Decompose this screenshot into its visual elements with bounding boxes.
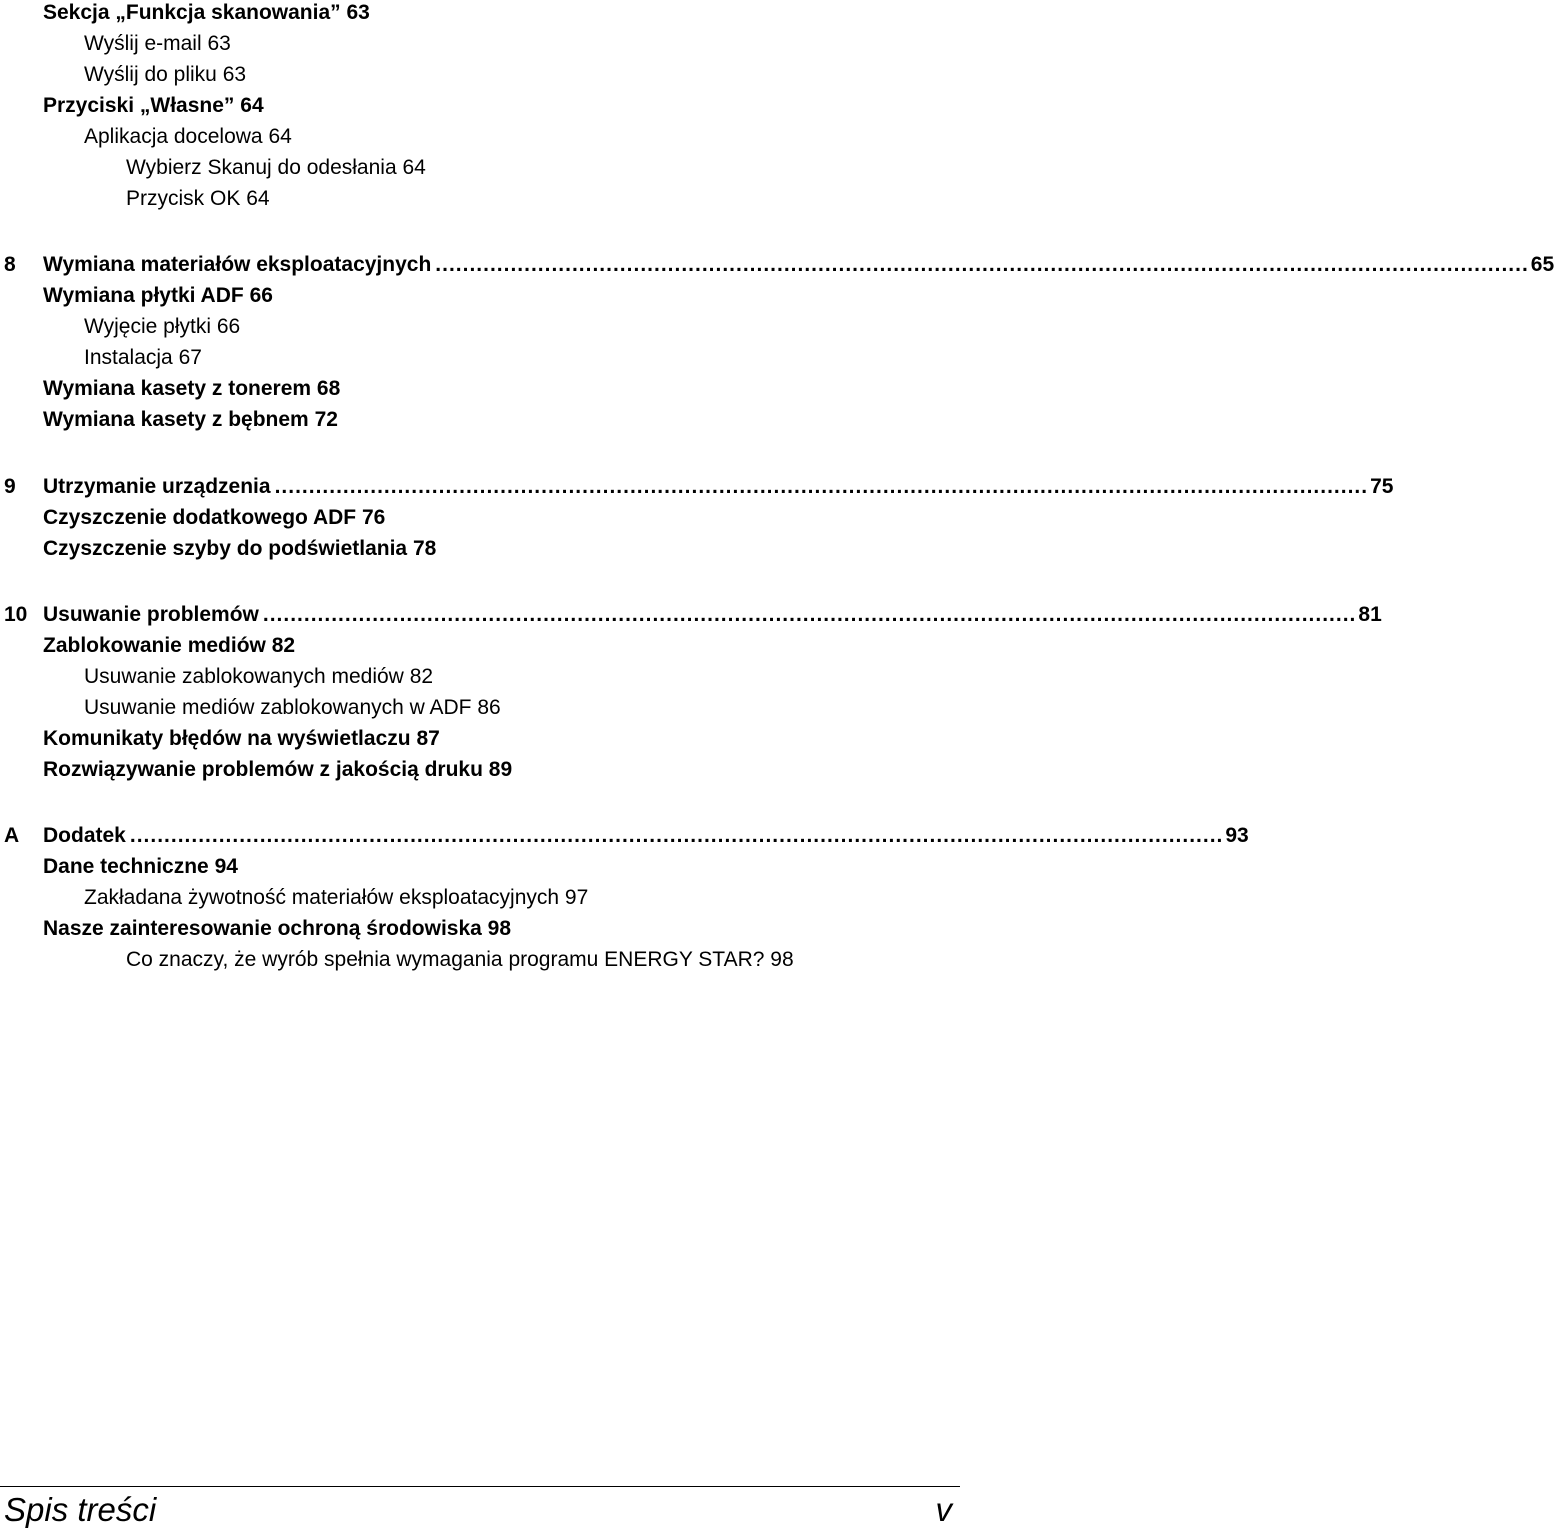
chapter-number: 9 — [4, 475, 16, 498]
toc-entry-page: 82 — [409, 665, 434, 688]
chapter-title: Utrzymanie urządzenia — [43, 475, 271, 498]
toc-entry-page: 94 — [214, 855, 238, 878]
toc-entry-page: 66 — [249, 284, 273, 307]
toc-chapter-8[interactable] — [0, 249, 1554, 280]
toc-chapter-10[interactable] — [0, 599, 1382, 630]
toc-entry-title: Wyślij e-mail — [84, 32, 202, 55]
toc-entry[interactable] — [84, 311, 1044, 342]
toc-entry-page: 89 — [488, 758, 513, 781]
toc-entry[interactable] — [43, 280, 1003, 311]
toc-entry[interactable] — [43, 404, 1003, 435]
toc-entry-title: Nasze zainteresowanie ochroną środowiska — [43, 917, 482, 940]
toc-entry-page: 82 — [271, 634, 296, 657]
toc-entry-page: 72 — [314, 408, 338, 431]
dot-leader: ................................................................................................................................................................ — [274, 475, 1369, 498]
chapter-page: 81 — [1358, 603, 1382, 626]
toc-entry-title: Instalacja — [84, 346, 173, 369]
toc-entry-page: 63 — [222, 63, 247, 86]
toc-entry-title: Wymiana kasety z tonerem — [43, 377, 312, 400]
toc-entry-title: Sekcja „Funkcja skanowania” — [43, 1, 341, 24]
chapter-page: 75 — [1370, 475, 1394, 498]
toc-entry-title: Komunikaty błędów na wyświetlaczu — [43, 727, 411, 750]
toc-entry-page: 76 — [361, 506, 386, 529]
toc-entry-title: Przycisk OK — [126, 187, 241, 210]
toc-entry[interactable] — [43, 913, 1003, 944]
footer-divider — [0, 1486, 960, 1487]
toc-entry[interactable] — [43, 851, 1003, 882]
toc-entry-title: Dane techniczne — [43, 855, 209, 878]
toc-entry-page: 67 — [178, 346, 202, 369]
chapter-title: Wymiana materiałów eksploatacyjnych — [43, 253, 432, 276]
toc-entry-page: 64 — [268, 125, 292, 148]
toc-entry-custom-buttons[interactable] — [43, 90, 1003, 121]
footer-page-number: v — [935, 1491, 952, 1528]
toc-entry[interactable] — [84, 692, 1044, 723]
toc-chapter-9[interactable] — [0, 471, 1394, 502]
chapter-number: 10 — [4, 603, 28, 626]
toc-entry-title: Czyszczenie szyby do podświetlania — [43, 537, 408, 560]
toc-entry-title: Usuwanie mediów zablokowanych w ADF — [84, 696, 472, 719]
toc-entry[interactable] — [43, 502, 1003, 533]
toc-entry-page: 78 — [412, 537, 437, 560]
toc-entry-select-scan-to[interactable] — [126, 152, 1086, 183]
toc-entry-ok-button[interactable] — [126, 183, 1086, 214]
chapter-page: 93 — [1225, 824, 1249, 847]
toc-entry-page: 66 — [216, 315, 241, 338]
footer-section-title: Spis treści — [4, 1491, 157, 1528]
toc-entry-scan-section[interactable] — [43, 0, 1003, 28]
dot-leader: ................................................................................................................................................................ — [262, 603, 1357, 626]
toc-entry[interactable] — [43, 373, 1003, 404]
toc-entry-title: Usuwanie zablokowanych mediów — [84, 665, 404, 688]
chapter-heading — [43, 820, 1249, 851]
toc-entry-page: 64 — [402, 156, 426, 179]
toc-entry-send-email[interactable] — [84, 28, 1044, 59]
toc-entry-page: 97 — [564, 886, 589, 909]
toc-entry-page: 68 — [316, 377, 341, 400]
dot-leader: ................................................................................................................................................................ — [129, 824, 1224, 847]
toc-entry-page: 63 — [346, 1, 370, 24]
toc-entry-page: 63 — [207, 32, 231, 55]
chapter-heading — [43, 599, 1382, 630]
toc-entry-title: Wymiana kasety z bębnem — [43, 408, 309, 431]
toc-entry-title: Czyszczenie dodatkowego ADF — [43, 506, 357, 529]
toc-entry-page: 64 — [246, 187, 270, 210]
toc-entry-page: 86 — [477, 696, 501, 719]
chapter-heading — [43, 249, 1554, 280]
chapter-heading — [43, 471, 1394, 502]
toc-entry[interactable] — [43, 754, 1003, 785]
toc-entry-title: Zakładana żywotność materiałów eksploatacyjnych — [84, 886, 560, 909]
toc-entry-send-to-file[interactable] — [84, 59, 1044, 90]
dot-leader: ................................................................................................................................................................ — [435, 253, 1529, 276]
toc-entry[interactable] — [43, 533, 1003, 564]
toc-entry-page: 98 — [487, 917, 512, 940]
toc-entry-title: Przyciski „Własne” — [43, 94, 235, 117]
toc-entry-title: Aplikacja docelowa — [84, 125, 263, 148]
chapter-title: Usuwanie problemów — [43, 603, 259, 626]
toc-entry-title: Co znaczy, że wyrób spełnia wymagania programu ENERGY STAR? — [126, 948, 765, 971]
chapter-number: A — [4, 824, 20, 847]
toc-entry[interactable] — [84, 882, 1044, 913]
toc-chapter-a[interactable] — [0, 820, 1249, 851]
chapter-page: 65 — [1530, 253, 1554, 276]
toc-entry-page: 98 — [770, 948, 794, 971]
chapter-number: 8 — [4, 253, 16, 276]
toc-entry-title: Wyślij do pliku — [84, 63, 217, 86]
toc-entry-page: 87 — [416, 727, 440, 750]
toc-entry[interactable] — [84, 661, 1044, 692]
toc-entry-page: 64 — [240, 94, 264, 117]
toc-entry[interactable] — [84, 342, 1044, 373]
toc-entry-title: Wybierz Skanuj do odesłania — [126, 156, 397, 179]
toc-entry[interactable] — [126, 944, 1086, 975]
toc-entry[interactable] — [43, 630, 1003, 661]
toc-entry[interactable] — [43, 723, 1003, 754]
toc-entry-title: Wymiana płytki ADF — [43, 284, 244, 307]
toc-entry-target-application[interactable] — [84, 121, 1044, 152]
toc-entry-title: Wyjęcie płytki — [84, 315, 212, 338]
chapter-title: Dodatek — [43, 824, 126, 847]
toc-entry-title: Zablokowanie mediów — [43, 634, 266, 657]
toc-entry-title: Rozwiązywanie problemów z jakością druku — [43, 758, 483, 781]
